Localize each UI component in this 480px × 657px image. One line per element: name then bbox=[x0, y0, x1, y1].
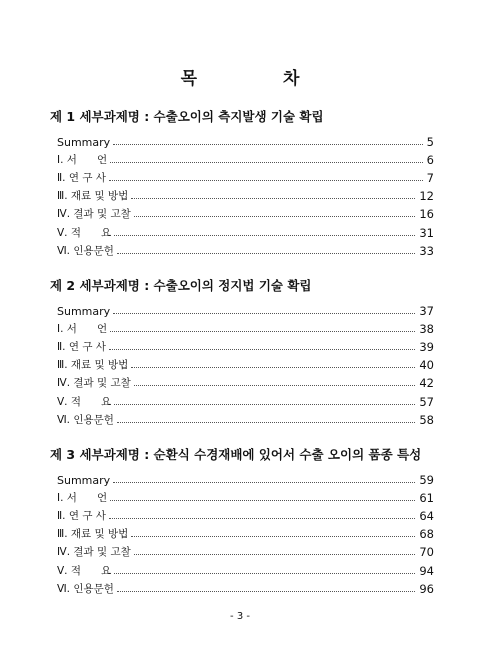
toc-entry-page: 40 bbox=[419, 358, 434, 373]
toc-entry-page: 42 bbox=[419, 376, 434, 391]
toc-entry-page: 58 bbox=[419, 412, 434, 427]
toc-entry-title: Ⅴ. 적 요 bbox=[57, 395, 112, 408]
toc-entry-page: 5 bbox=[426, 135, 434, 149]
toc-entry bbox=[57, 374, 434, 390]
dot-leader bbox=[134, 554, 416, 555]
toc-entry-title: Ⅴ. 적 요 bbox=[57, 564, 112, 577]
toc-entry-title: Summary bbox=[57, 305, 111, 318]
toc-entry bbox=[57, 151, 434, 167]
toc-entry bbox=[57, 580, 434, 596]
dot-leader bbox=[134, 216, 416, 217]
toc-entry-title: Ⅲ. 재료 및 방법 bbox=[57, 359, 129, 372]
toc-entry bbox=[57, 242, 434, 258]
toc-entry bbox=[57, 543, 434, 559]
toc-entry bbox=[57, 356, 434, 372]
toc-entry-page: 94 bbox=[419, 563, 434, 578]
page-title: 목 차 bbox=[180, 69, 340, 89]
toc-entry bbox=[57, 507, 434, 523]
toc-entry-page: 70 bbox=[419, 545, 434, 560]
toc-entry-title: Ⅴ. 적 요 bbox=[57, 226, 112, 239]
section-heading: 제 1 세부과제명 : 수출오이의 측지발생 기술 확립 bbox=[50, 109, 324, 124]
toc-entry bbox=[57, 205, 434, 221]
toc-entry-page: 38 bbox=[419, 322, 434, 337]
toc-entry-title: Summary bbox=[57, 474, 111, 487]
toc-entry-page: 31 bbox=[419, 225, 434, 240]
toc-entry bbox=[57, 562, 434, 578]
dot-leader bbox=[109, 349, 415, 350]
toc-entry-page: 33 bbox=[419, 243, 434, 258]
toc-entry bbox=[57, 302, 434, 318]
page-number: - 3 - bbox=[230, 611, 250, 622]
dot-leader bbox=[109, 180, 423, 181]
dot-leader bbox=[113, 482, 415, 483]
toc-entry-title: Ⅵ. 인용문헌 bbox=[57, 582, 114, 595]
toc-entry-title: Ⅳ. 결과 및 고찰 bbox=[57, 208, 131, 221]
toc-entry bbox=[57, 187, 434, 203]
toc-entry-page: 59 bbox=[419, 473, 434, 487]
dot-leader bbox=[114, 573, 415, 574]
toc-entry bbox=[57, 471, 434, 487]
toc-entry-page: 64 bbox=[419, 509, 434, 524]
dot-leader bbox=[131, 536, 415, 537]
toc-entry-page: 16 bbox=[419, 207, 434, 222]
toc-entry bbox=[57, 393, 434, 409]
dot-leader bbox=[117, 591, 415, 592]
toc-entry-page: 68 bbox=[419, 527, 434, 542]
dot-leader bbox=[131, 198, 415, 199]
toc-entry-page: 7 bbox=[426, 171, 434, 186]
toc-entry bbox=[57, 320, 434, 336]
toc-entry-title: Ⅳ. 결과 및 고찰 bbox=[57, 546, 131, 559]
toc-entry-title: Ⅲ. 재료 및 방법 bbox=[57, 190, 129, 203]
toc-entry bbox=[57, 525, 434, 541]
toc-entry bbox=[57, 411, 434, 427]
toc-entry-page: 61 bbox=[419, 491, 434, 506]
toc-entry bbox=[57, 489, 434, 505]
section-heading: 제 3 세부과제명 : 순환식 수경재배에 있어서 수출 오이의 품종 특성 bbox=[50, 447, 422, 462]
toc-entry-page: 6 bbox=[426, 153, 434, 168]
toc-entry-page: 39 bbox=[419, 340, 434, 355]
dot-leader bbox=[131, 367, 415, 368]
dot-leader bbox=[113, 313, 415, 314]
toc-entry-title: Ⅳ. 결과 및 고찰 bbox=[57, 377, 131, 390]
toc-entry-title: Ⅰ. 서 언 bbox=[57, 323, 108, 336]
toc-entry-page: 96 bbox=[419, 581, 434, 596]
dot-leader bbox=[109, 518, 415, 519]
toc-entry bbox=[57, 169, 434, 185]
toc-entry-page: 57 bbox=[419, 394, 434, 409]
toc-entry-title: Ⅵ. 인용문헌 bbox=[57, 413, 114, 426]
toc-entry bbox=[57, 133, 434, 149]
toc-entry-title: Ⅵ. 인용문헌 bbox=[57, 244, 114, 257]
dot-leader bbox=[114, 235, 415, 236]
dot-leader bbox=[110, 500, 415, 501]
toc-entry-title: Ⅱ. 연 구 사 bbox=[57, 510, 106, 523]
toc-entry bbox=[57, 338, 434, 354]
toc-entry-title: Ⅲ. 재료 및 방법 bbox=[57, 528, 129, 541]
toc-entry-page: 37 bbox=[419, 304, 434, 318]
toc-entry-title: Ⅱ. 연 구 사 bbox=[57, 341, 106, 354]
section-heading: 제 2 세부과제명 : 수출오이의 정지법 기술 확립 bbox=[50, 278, 312, 293]
dot-leader bbox=[134, 385, 416, 386]
dot-leader bbox=[113, 144, 423, 145]
toc-entry-title: Ⅱ. 연 구 사 bbox=[57, 172, 106, 185]
toc-entry-page: 12 bbox=[419, 189, 434, 204]
dot-leader bbox=[117, 422, 415, 423]
dot-leader bbox=[117, 253, 415, 254]
dot-leader bbox=[110, 162, 423, 163]
toc-entry bbox=[57, 224, 434, 240]
dot-leader bbox=[110, 331, 415, 332]
toc-entry-title: Ⅰ. 서 언 bbox=[57, 492, 108, 505]
toc-entry-title: Ⅰ. 서 언 bbox=[57, 154, 108, 167]
dot-leader bbox=[114, 404, 415, 405]
toc-entry-title: Summary bbox=[57, 136, 111, 149]
